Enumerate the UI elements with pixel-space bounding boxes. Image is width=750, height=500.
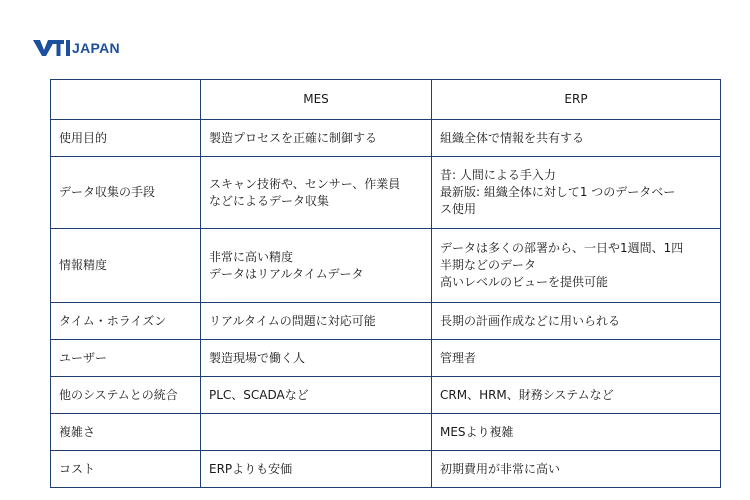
- mes-cell: リアルタイムの問題に対応可能: [201, 303, 432, 340]
- row-label: 他のシステムとの統合: [51, 377, 201, 414]
- row-label: コスト: [51, 451, 201, 488]
- mes-cell: 非常に高い精度 データはリアルタイムデータ: [201, 229, 432, 303]
- table-row: [51, 120, 721, 157]
- row-label: 情報精度: [51, 229, 201, 303]
- mes-cell: スキャン技術や、センサー、作業員 などによるデータ収集: [201, 157, 432, 229]
- table-row: [51, 451, 721, 488]
- mes-cell: PLC、SCADAなど: [201, 377, 432, 414]
- erp-cell: 長期の計画作成などに用いられる: [432, 303, 721, 340]
- table-header-row: [51, 80, 721, 120]
- erp-cell: データは多くの部署から、一日や1週間、1四 半期などのデータ 高いレベルのビューを提供可能: [432, 229, 721, 303]
- header-mes: MES: [201, 80, 432, 120]
- erp-cell: 組織全体で情報を共有する: [432, 120, 721, 157]
- mes-cell: 製造プロセスを正確に制御する: [201, 120, 432, 157]
- header-empty: [51, 80, 201, 120]
- erp-cell: 管理者: [432, 340, 721, 377]
- row-label: タイム・ホライズン: [51, 303, 201, 340]
- vti-logo-icon: [33, 40, 71, 56]
- table-row: [51, 340, 721, 377]
- table-row: [51, 157, 721, 229]
- mes-cell: 製造現場で働く人: [201, 340, 432, 377]
- row-label: ユーザー: [51, 340, 201, 377]
- row-label: データ収集の手段: [51, 157, 201, 229]
- header-erp: ERP: [432, 80, 721, 120]
- comparison-table: [50, 79, 721, 488]
- table-row: [51, 414, 721, 451]
- erp-cell: 初期費用が非常に高い: [432, 451, 721, 488]
- mes-cell: ERPよりも安価: [201, 451, 432, 488]
- erp-cell: CRM、HRM、財務システムなど: [432, 377, 721, 414]
- table-row: [51, 377, 721, 414]
- erp-cell: MESより複雑: [432, 414, 721, 451]
- mes-cell: [201, 414, 432, 451]
- table-row: [51, 229, 721, 303]
- company-logo: [33, 40, 120, 56]
- row-label: 複雑さ: [51, 414, 201, 451]
- row-label: 使用目的: [51, 120, 201, 157]
- table-row: [51, 303, 721, 340]
- logo-text: JAPAN: [72, 40, 120, 56]
- erp-cell: 昔: 人間による手入力 最新版: 組織全体に対して1 つのデータベー ス使用: [432, 157, 721, 229]
